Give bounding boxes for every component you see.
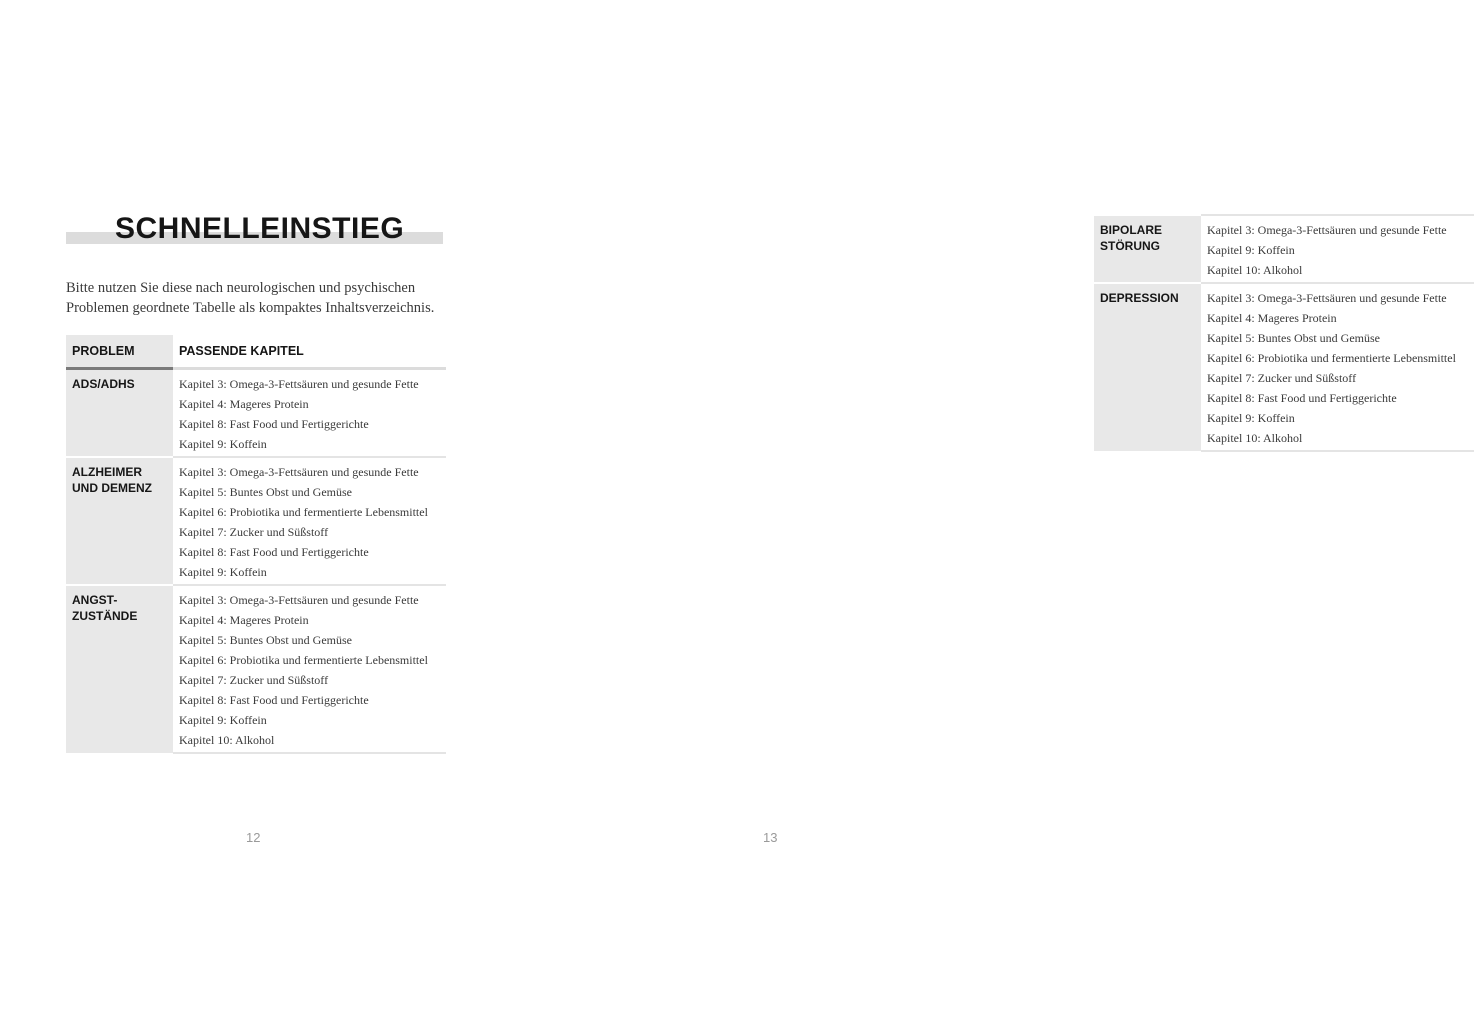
chapter-entry: Kapitel 3: Omega-3-Fettsäuren und gesunde Fette bbox=[179, 377, 419, 391]
column-header-problem: PROBLEM bbox=[66, 335, 173, 369]
chapter-entry: Kapitel 3: Omega-3-Fettsäuren und gesunde Fette bbox=[1207, 223, 1447, 237]
table-row bbox=[66, 369, 446, 458]
left-page bbox=[0, 0, 512, 1024]
chapter-entry: Kapitel 5: Buntes Obst und Gemüse bbox=[179, 485, 352, 499]
table-header-row bbox=[66, 335, 446, 369]
chapter-entry: Kapitel 3: Omega-3-Fettsäuren und gesunde Fette bbox=[1207, 291, 1447, 305]
intro-paragraph: Bitte nutzen Sie diese nach neurologischen und psychischen Problemen geordnete Tabelle als kompaktes Inhaltsverzeichnis. bbox=[66, 280, 435, 316]
chapter-entry: Kapitel 8: Fast Food und Fertiggerichte bbox=[179, 417, 369, 431]
chapter-list bbox=[173, 585, 446, 753]
column-header-chapters: PASSENDE KAPITEL bbox=[173, 335, 446, 369]
page-number: 12 bbox=[246, 830, 261, 845]
chapter-entry: Kapitel 8: Fast Food und Fertiggerichte bbox=[1207, 391, 1397, 405]
chapter-list bbox=[1201, 283, 1474, 451]
chapter-entry: Kapitel 9: Koffein bbox=[179, 565, 267, 579]
chapter-entry: Kapitel 6: Probiotika und fermentierte Lebensmittel bbox=[179, 505, 428, 519]
right-page bbox=[512, 0, 1456, 1024]
chapter-list bbox=[1201, 215, 1474, 283]
table-body bbox=[66, 369, 446, 754]
problem-label: ALZHEIMER UND DEMENZ bbox=[66, 457, 173, 585]
problem-label: ADS/ADHS bbox=[66, 369, 173, 458]
table-row bbox=[1094, 283, 1474, 451]
chapter-entry: Kapitel 3: Omega-3-Fettsäuren und gesunde Fette bbox=[179, 593, 419, 607]
problem-label: BIPOLARE STÖRUNG bbox=[1094, 215, 1201, 283]
chapter-entry: Kapitel 8: Fast Food und Fertiggerichte bbox=[179, 693, 369, 707]
title-block bbox=[66, 210, 443, 248]
chapter-entry: Kapitel 10: Alkohol bbox=[1207, 263, 1303, 277]
chapter-list bbox=[173, 457, 446, 585]
chapter-entry: Kapitel 4: Mageres Protein bbox=[1207, 311, 1337, 325]
page-number: 13 bbox=[763, 830, 778, 845]
chapter-entry: Kapitel 8: Fast Food und Fertiggerichte bbox=[179, 545, 369, 559]
chapter-entry: Kapitel 6: Probiotika und fermentierte Lebensmittel bbox=[179, 653, 428, 667]
chapter-entry: Kapitel 10: Alkohol bbox=[1207, 431, 1303, 445]
problem-label: ANGST-ZUSTÄNDE bbox=[66, 585, 173, 753]
chapter-entry: Kapitel 9: Koffein bbox=[1207, 411, 1295, 425]
chapter-entry: Kapitel 4: Mageres Protein bbox=[179, 613, 309, 627]
chapter-list bbox=[173, 369, 446, 458]
page-title: SCHNELLEINSTIEG bbox=[115, 212, 405, 245]
chapter-entry: Kapitel 9: Koffein bbox=[1207, 243, 1295, 257]
table-row bbox=[66, 457, 446, 585]
chapter-entry: Kapitel 9: Koffein bbox=[179, 437, 267, 451]
chapter-entry: Kapitel 10: Alkohol bbox=[179, 733, 275, 747]
problem-label: DEPRESSION bbox=[1094, 283, 1201, 451]
chapter-entry: Kapitel 6: Probiotika und fermentierte Lebensmittel bbox=[1207, 351, 1456, 365]
chapter-entry: Kapitel 4: Mageres Protein bbox=[179, 397, 309, 411]
problem-chapter-table bbox=[66, 335, 446, 754]
chapter-entry: Kapitel 5: Buntes Obst und Gemüse bbox=[1207, 331, 1380, 345]
chapter-entry: Kapitel 7: Zucker und Süßstoff bbox=[179, 525, 329, 539]
table-row bbox=[1094, 215, 1474, 283]
table-row bbox=[66, 585, 446, 753]
chapter-entry: Kapitel 7: Zucker und Süßstoff bbox=[1207, 371, 1357, 385]
problem-chapter-table-continued bbox=[1094, 214, 1474, 452]
table-body bbox=[1094, 215, 1474, 451]
chapter-entry: Kapitel 3: Omega-3-Fettsäuren und gesunde Fette bbox=[179, 465, 419, 479]
chapter-entry: Kapitel 9: Koffein bbox=[179, 713, 267, 727]
chapter-entry: Kapitel 7: Zucker und Süßstoff bbox=[179, 673, 329, 687]
chapter-entry: Kapitel 5: Buntes Obst und Gemüse bbox=[179, 633, 352, 647]
